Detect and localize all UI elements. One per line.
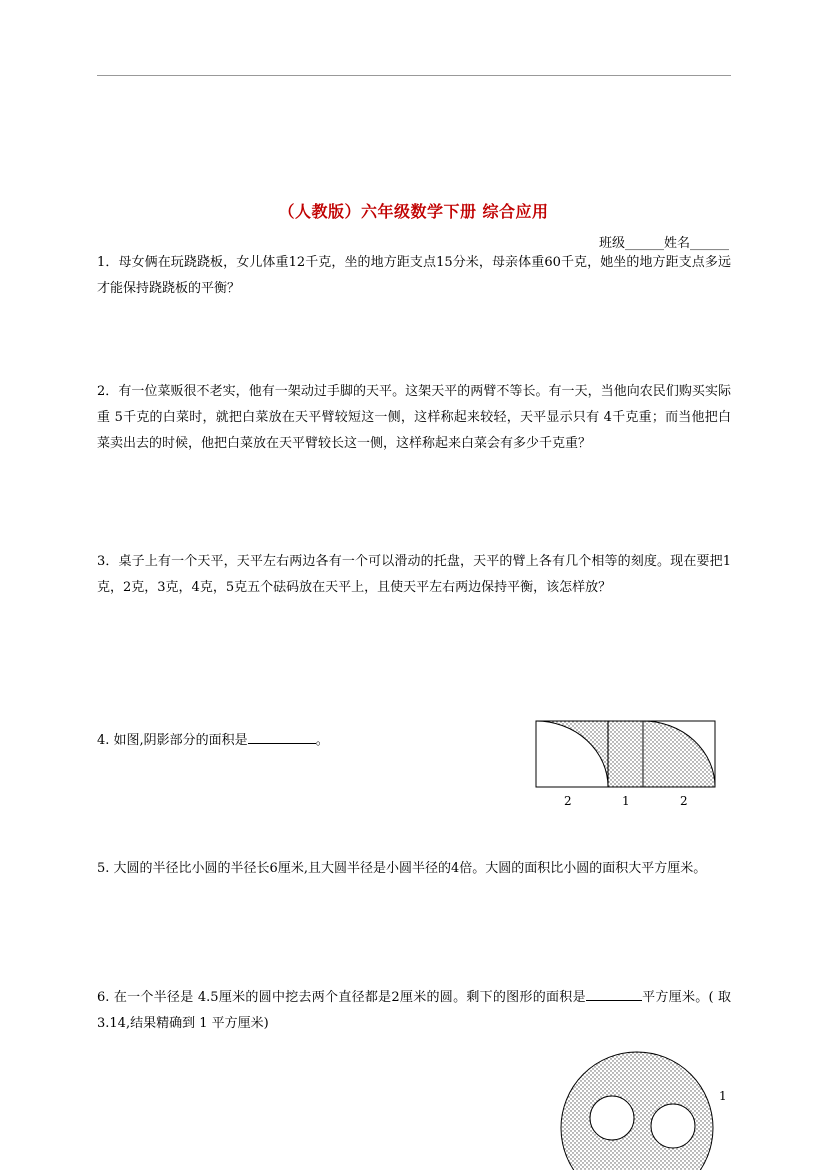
figure-4-label-left: 2 — [564, 794, 572, 808]
page-title: （人教版）六年级数学下册 综合应用 — [278, 202, 549, 221]
question-5 — [97, 856, 731, 882]
question-4 — [97, 728, 517, 754]
question-3-text: 桌子上有一个天平，天平左右两边各有一个可以滑动的托盘，天平的臂上各有几个相等的刻度。现在要把1克，2克，3克，4克，5克五个砝码放在天平上，且使天平左右两边保持平衡，该怎样放？ — [97, 554, 731, 595]
question-4-text: 如图,阴影部分的面积是 — [113, 733, 248, 748]
class-name-field: 班级______姓名______ — [598, 236, 729, 251]
shaded-region-right — [643, 721, 715, 787]
question-2 — [97, 379, 731, 457]
page-number: 1 — [719, 1089, 727, 1103]
question-6 — [97, 985, 731, 1037]
shaded-region-left — [536, 721, 608, 787]
question-6-text-end: 平方厘米。( 取 3.14,结果精确到 1 平方厘米) — [97, 990, 731, 1031]
question-1-text: 母女俩在玩跷跷板，女儿体重12千克，坐的地方距支点15分米，母亲体重60千克，她坐的地方距支点多远才能保持跷跷板的平衡？ — [97, 255, 731, 296]
figure-4-diagram — [530, 715, 720, 810]
small-circle-left — [590, 1096, 634, 1140]
question-5-text: 大圆的半径比小圆的半径长6厘米,且大圆半径是小圆半径的4倍。大圆的面积比小圆的面积大平方厘米。 — [113, 861, 707, 876]
question-6-number: 6. — [97, 990, 110, 1005]
figure-4-label-right: 2 — [680, 794, 688, 808]
question-3 — [97, 549, 731, 601]
question-4-text-end: 。 — [315, 733, 329, 748]
large-circle — [561, 1052, 713, 1170]
question-1 — [97, 250, 731, 302]
question-5-number: 5. — [97, 861, 110, 876]
question-4-number: 4. — [97, 733, 110, 748]
answer-blank-6[interactable] — [586, 987, 642, 1001]
figure-4-label-middle: 1 — [622, 794, 630, 808]
answer-blank-4[interactable] — [248, 730, 316, 744]
figure-6-diagram — [556, 1048, 718, 1170]
question-2-number: 2． — [97, 384, 119, 399]
shaded-region-middle — [608, 721, 643, 787]
question-2-text: 有一位菜贩很不老实，他有一架动过手脚的天平。这架天平的两臂不等长。有一天，当他向农民们购买实际重 5千克的白菜时，就把白菜放在天平臂较短这一侧，这样称起来较轻，天平显示只有 4千克重；而当他把白菜卖出去的时候，他把白菜放在天平臂较长这一侧，这样称起来白菜会有多少千克重？ — [97, 384, 731, 451]
small-circle-right — [651, 1104, 695, 1148]
question-3-number: 3． — [97, 554, 119, 569]
header-rule — [97, 75, 731, 76]
question-1-number: 1． — [97, 255, 119, 270]
question-6-text: 在一个半径是 4.5厘米的圆中挖去两个直径都是2厘米的圆。剩下的图形的面积是 — [113, 990, 586, 1005]
